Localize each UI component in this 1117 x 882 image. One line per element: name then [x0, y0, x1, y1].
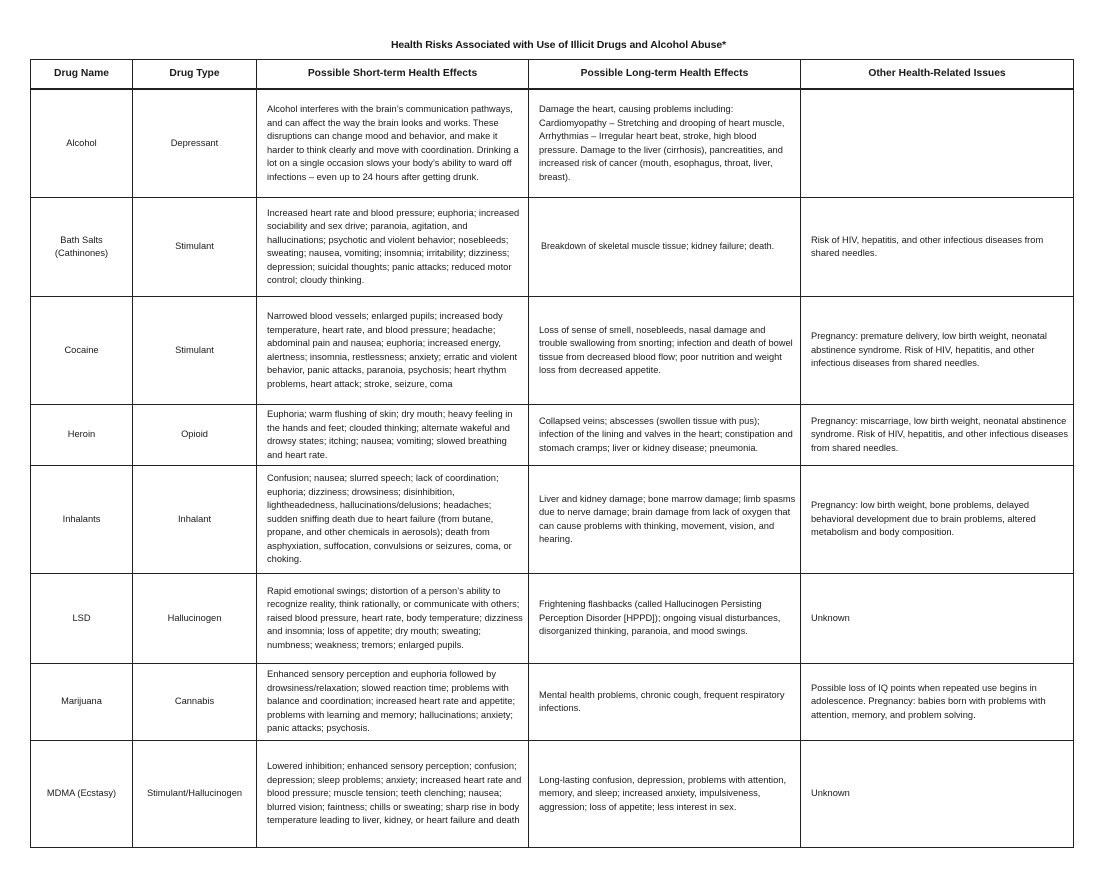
drug-name-cell: Alcohol: [31, 89, 133, 198]
other-issues-cell: Possible loss of IQ points when repeated use begins in adolescence. Pregnancy: babies born with problems with attention, memory, and problem solving.: [801, 664, 1074, 741]
long-term-cell: Frightening flashbacks (called Hallucinogen Persisting Perception Disorder [HPPD]); ongoing visual disturbances, disorganized thinking, paranoia, and mood swings.: [529, 574, 801, 664]
short-term-cell: Rapid emotional swings; distortion of a person’s ability to recognize reality, think rationally, or communicate with others; raised blood pressure, heart rate, body temperature; dizziness and insomnia; loss of appetite; dry mouth; sweating; numbness; weakness; tremors; enlarged pupils.: [257, 574, 529, 664]
drug-name-cell: [31, 198, 133, 297]
table-row: [31, 297, 1074, 405]
short-term-cell: Lowered inhibition; enhanced sensory perception; confusion; depression; sleep problems; anxiety; increased heart rate and blood pressure; muscle tension; teeth clenching; nausea; blurred vision; faintness; chills or sweating; sharp rise in body temperature leading to liver, kidney, or heart failure and death: [257, 741, 529, 848]
drug-name-cell: Heroin: [31, 405, 133, 466]
other-issues-cell: Unknown: [801, 741, 1074, 848]
header-drug-name: Drug Name: [31, 60, 133, 90]
drug-name-cell: MDMA (Ecstasy): [31, 741, 133, 848]
other-issues-cell: Unknown: [801, 574, 1074, 664]
drug-name-cell: Inhalants: [31, 466, 133, 574]
other-issues-cell: Pregnancy: miscarriage, low birth weight, neonatal abstinence syndrome. Risk of HIV, hepatitis, and other infectious diseases from shared needles.: [801, 405, 1074, 466]
short-term-cell: Confusion; nausea; slurred speech; lack of coordination; euphoria; dizziness; drowsiness; disinhibition, lightheadedness, hallucinations/delusions; headaches; sudden sniffing death due to heart failure (from butane, propane, and other chemicals in aerosols); death from asphyxiation, suffocation, convulsions or seizures, coma, or choking.: [257, 466, 529, 574]
other-issues-cell: [801, 89, 1074, 198]
health-risks-table: [30, 59, 1074, 848]
drug-type-cell: Stimulant: [133, 297, 257, 405]
drug-type-cell: Depressant: [133, 89, 257, 198]
drug-name-cell: Marijuana: [31, 664, 133, 741]
short-term-cell: Narrowed blood vessels; enlarged pupils; increased body temperature, heart rate, and blood pressure; headache; abdominal pain and nausea; euphoria; increased energy, alertness; insomnia, restlessness; anxiety; erratic and violent behavior, panic attacks, paranoia, psychosis; heart rhythm problems, heart attack; stroke, seizure, coma: [257, 297, 529, 405]
table-header-row: [31, 60, 1074, 90]
table-row: [31, 664, 1074, 741]
table-row: [31, 574, 1074, 664]
table-row: [31, 198, 1074, 297]
drug-name-text: Bath Salts (Cathinones): [54, 234, 109, 258]
drug-type-cell: Stimulant/Hallucinogen: [133, 741, 257, 848]
short-term-cell: Enhanced sensory perception and euphoria followed by drowsiness/relaxation; slowed reaction time; problems with balance and coordination; increased heart rate and appetite; problems with learning and memory; hallucinations; anxiety; panic attacks; psychosis.: [257, 664, 529, 741]
table-row: [31, 466, 1074, 574]
other-issues-cell: Risk of HIV, hepatitis, and other infectious diseases from shared needles.: [801, 198, 1074, 297]
long-term-cell: Liver and kidney damage; bone marrow damage; limb spasms due to nerve damage; brain damage from lack of oxygen that can cause problems with thinking, movement, vision, and hearing.: [529, 466, 801, 574]
long-term-cell: Loss of sense of smell, nosebleeds, nasal damage and trouble swallowing from snorting; infection and death of bowel tissue from decreased blood flow; poor nutrition and weight loss from decreased appetite.: [529, 297, 801, 405]
drug-type-cell: Cannabis: [133, 664, 257, 741]
header-short-term-effects: Possible Short-term Health Effects: [257, 60, 529, 90]
long-term-cell: Damage the heart, causing problems including: Cardiomyopathy – Stretching and drooping of heart muscle, Arrhythmias – Irregular heart beat, stroke, high blood pressure. Damage to the liver (cirrhosis), pancreatities, and increased risk of cancer (mouth, esophagus, throat, liver, breast).: [529, 89, 801, 198]
header-drug-type: Drug Type: [133, 60, 257, 90]
drug-type-cell: Inhalant: [133, 466, 257, 574]
document-title: Health Risks Associated with Use of Illicit Drugs and Alcohol Abuse*: [390, 39, 727, 51]
drug-type-cell: Hallucinogen: [133, 574, 257, 664]
other-issues-cell: Pregnancy: premature delivery, low birth weight, neonatal abstinence syndrome. Risk of HIV, hepatitis, and other infectious diseases from shared needles.: [801, 297, 1074, 405]
other-issues-cell: Pregnancy: low birth weight, bone problems, delayed behavioral development due to brain problems, altered metabolism and body composition.: [801, 466, 1074, 574]
short-term-cell: Increased heart rate and blood pressure; euphoria; increased sociability and sex drive; paranoia, agitation, and hallucinations; psychotic and violent behavior; nosebleeds; sweating; nausea, vomiting; insomnia; irritability; dizziness; depression; suicidal thoughts; panic attacks; reduced motor control; cloudy thinking.: [257, 198, 529, 297]
table-row: [31, 741, 1074, 848]
short-term-cell: Euphoria; warm flushing of skin; dry mouth; heavy feeling in the hands and feet; clouded thinking; alternate wakeful and drowsy states; itching; nausea; vomiting; slowed breathing and heart rate.: [257, 405, 529, 466]
drug-type-cell: Stimulant: [133, 198, 257, 297]
long-term-cell: Collapsed veins; abscesses (swollen tissue with pus); infection of the lining and valves in the heart; constipation and stomach cramps; liver or kidney disease; pneumonia.: [529, 405, 801, 466]
long-term-cell: Long-lasting confusion, depression, problems with attention, memory, and sleep; increased anxiety, impulsiveness, aggression; loss of appetite; less interest in sex.: [529, 741, 801, 848]
long-term-cell: Mental health problems, chronic cough, frequent respiratory infections.: [529, 664, 801, 741]
short-term-cell: Alcohol interferes with the brain’s communication pathways, and can affect the way the brain looks and works. These disruptions can change mood and behavior, and make it harder to think clearly and move with coordination. Drinking a lot on a single occasion slows your body’s ability to ward off infections – even up to 24 hours after getting drunk.: [257, 89, 529, 198]
long-term-cell: Breakdown of skeletal muscle tissue; kidney failure; death.: [529, 198, 801, 297]
drug-name-cell: LSD: [31, 574, 133, 664]
table-row: [31, 89, 1074, 198]
drug-name-cell: Cocaine: [31, 297, 133, 405]
table-row: [31, 405, 1074, 466]
header-long-term-effects: Possible Long-term Health Effects: [529, 60, 801, 90]
header-other-issues: Other Health-Related Issues: [801, 60, 1074, 90]
drug-type-cell: Opioid: [133, 405, 257, 466]
